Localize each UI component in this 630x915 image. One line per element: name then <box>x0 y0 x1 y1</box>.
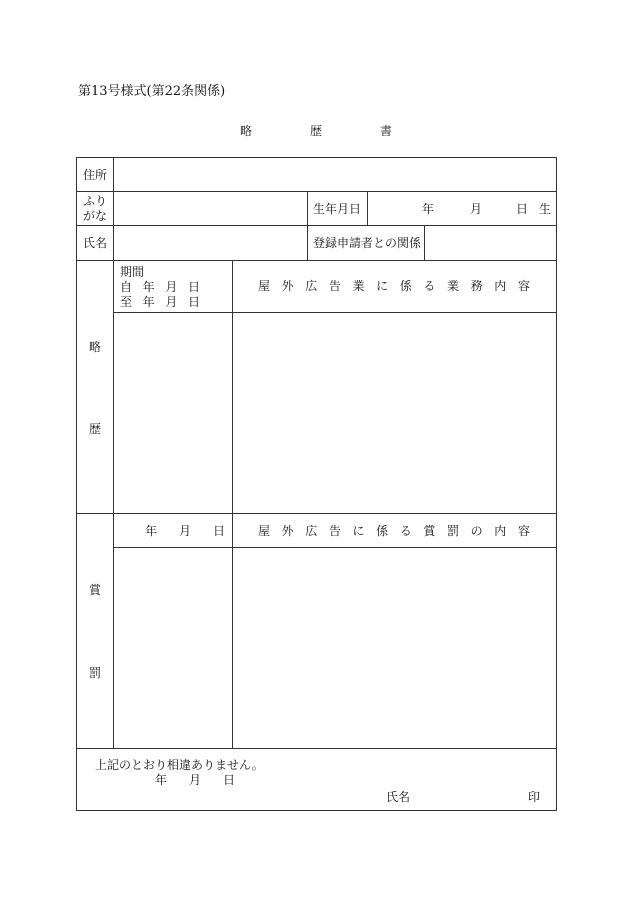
document-title <box>240 124 392 138</box>
furigana-field[interactable] <box>114 192 307 225</box>
title-char-1: 略 <box>240 124 253 138</box>
form-number: 第13号様式(第22条関係) <box>78 84 226 99</box>
seal-label: 印 <box>528 790 541 804</box>
birth-day-unit: 日 <box>516 202 529 216</box>
row-line-5 <box>76 748 557 749</box>
signature-name-field[interactable] <box>412 786 522 806</box>
career-side-label-2: 歴 <box>89 422 102 436</box>
career-period-field[interactable] <box>114 313 232 513</box>
declaration-date: 年 月 日 <box>155 773 235 787</box>
signature-name-label: 氏名 <box>386 790 411 804</box>
title-char-2: 歴 <box>309 124 322 138</box>
career-content-field[interactable] <box>233 313 556 513</box>
row-line-3 <box>76 260 557 261</box>
name-label: 氏名 <box>83 236 108 250</box>
awards-side-label-1: 賞 <box>89 583 102 597</box>
career-side-label-1: 略 <box>89 340 102 354</box>
period-to-row: 至 年 月 日 <box>120 295 200 309</box>
table-border-right <box>556 157 557 811</box>
period-from-row: 自 年 月 日 <box>120 280 200 294</box>
awards-side-label-2: 罰 <box>89 666 102 680</box>
awards-content-field[interactable] <box>233 548 556 748</box>
awards-content-header: 屋 外 広 告 に 係 る 賞 罰 の 内 容 <box>258 524 530 538</box>
relation-field[interactable] <box>425 226 556 260</box>
birth-year-unit: 年 <box>422 202 435 216</box>
birth-suffix: 生 <box>539 202 552 216</box>
awards-date-header: 年 月 日 <box>145 524 225 538</box>
declaration-text: 上記のとおり相違ありません。 <box>95 758 264 772</box>
table-border-bottom <box>76 810 557 811</box>
birthdate-label: 生年月日 <box>313 202 362 216</box>
birthdate-field[interactable] <box>368 192 556 225</box>
awards-date-field[interactable] <box>114 548 232 748</box>
name-field[interactable] <box>114 226 307 260</box>
career-content-header: 屋 外 広 告 業 に 係 る 業 務 内 容 <box>258 279 530 293</box>
furigana-label: ふり がな <box>83 194 108 223</box>
row-line-4 <box>76 513 557 514</box>
relation-label: 登録申請者との関係 <box>313 236 422 250</box>
title-char-3: 書 <box>379 124 392 138</box>
birthdate-divider <box>307 191 308 261</box>
birth-month-unit: 月 <box>470 202 483 216</box>
address-label: 住所 <box>83 168 108 182</box>
period-label: 期間 <box>120 265 145 279</box>
address-field[interactable] <box>114 158 556 191</box>
table-border-left <box>76 157 77 811</box>
